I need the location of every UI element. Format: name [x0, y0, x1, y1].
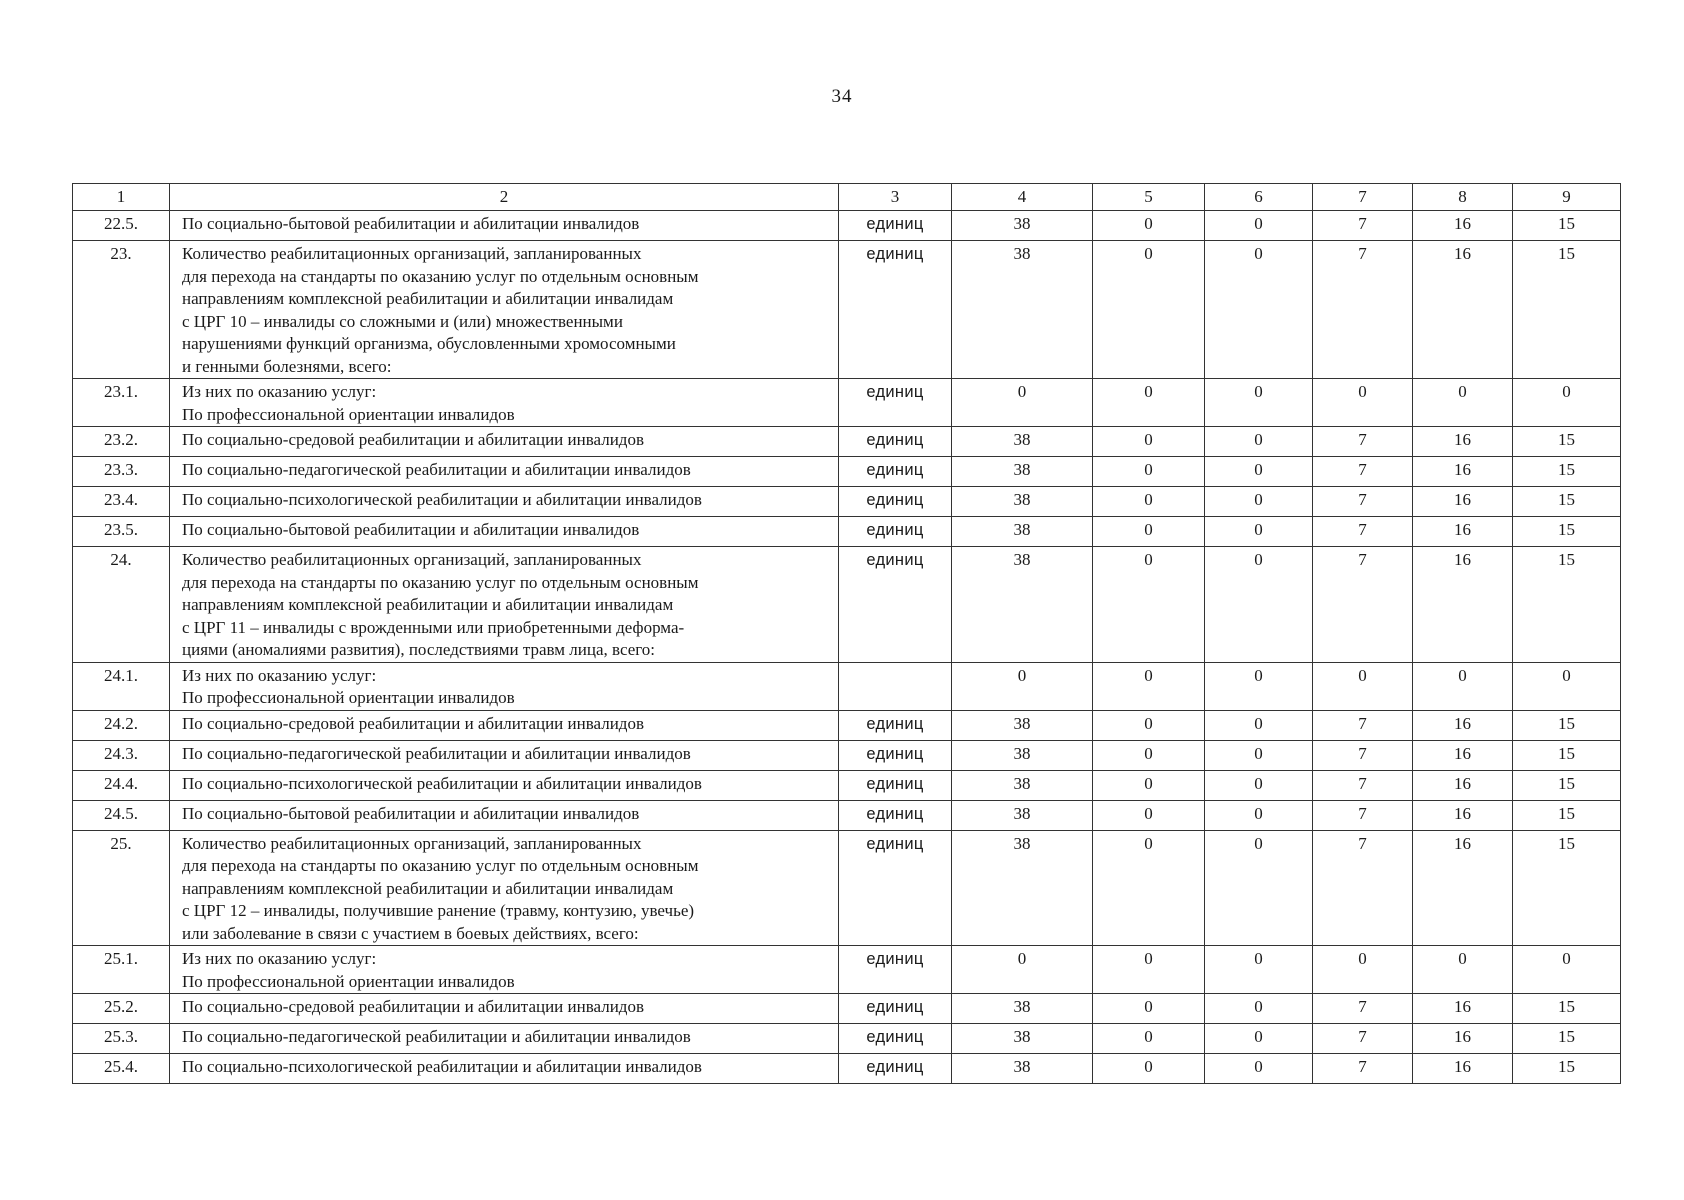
unit-cell: единиц: [839, 547, 952, 663]
indicator-name-cell: По социально-бытовой реабилитации и абилитации инвалидов: [170, 211, 839, 241]
value-cell-col-4: 38: [952, 770, 1093, 800]
unit-cell: единиц: [839, 710, 952, 740]
header-col-2: 2: [170, 184, 839, 211]
unit-cell: единиц: [839, 379, 952, 427]
table-row: [73, 800, 1621, 830]
indicator-name-cell: Количество реабилитационных организаций, запланированных для перехода на стандарты по оказанию услуг по отдельным основным направлениям комплексной реабилитации и абилитации инвалидам с ЦРГ 12 – инвалиды, получившие ранение (травму, контузию, увечье) или заболевание в связи с участием в боевых действиях, всего:: [170, 830, 839, 946]
value-cell-col-8: 16: [1413, 517, 1513, 547]
row-number-cell: 25.4.: [73, 1054, 170, 1084]
indicator-name-cell: По социально-бытовой реабилитации и абилитации инвалидов: [170, 800, 839, 830]
unit-cell: единиц: [839, 241, 952, 379]
table-header: [73, 184, 1621, 211]
value-cell-col-8: 16: [1413, 994, 1513, 1024]
value-cell-col-5: 0: [1093, 740, 1205, 770]
value-cell-col-6: 0: [1205, 427, 1313, 457]
value-cell-col-4: 38: [952, 211, 1093, 241]
value-cell-col-7: 7: [1313, 710, 1413, 740]
value-cell-col-6: 0: [1205, 487, 1313, 517]
indicator-name-cell: По социально-бытовой реабилитации и абилитации инвалидов: [170, 517, 839, 547]
header-col-4: 4: [952, 184, 1093, 211]
unit-cell: [839, 662, 952, 710]
unit-cell: единиц: [839, 1054, 952, 1084]
value-cell-col-7: 7: [1313, 830, 1413, 946]
value-cell-col-4: 38: [952, 517, 1093, 547]
value-cell-col-5: 0: [1093, 710, 1205, 740]
value-cell-col-7: 0: [1313, 662, 1413, 710]
value-cell-col-4: 38: [952, 740, 1093, 770]
header-col-8: 8: [1413, 184, 1513, 211]
value-cell-col-8: 16: [1413, 770, 1513, 800]
row-number-cell: 25.: [73, 830, 170, 946]
value-cell-col-5: 0: [1093, 662, 1205, 710]
value-cell-col-5: 0: [1093, 487, 1205, 517]
value-cell-col-4: 38: [952, 427, 1093, 457]
value-cell-col-4: 38: [952, 800, 1093, 830]
value-cell-col-9: 15: [1513, 830, 1621, 946]
unit-cell: единиц: [839, 1024, 952, 1054]
row-number-cell: 24.: [73, 547, 170, 663]
page-number: 34: [831, 86, 853, 107]
value-cell-col-5: 0: [1093, 946, 1205, 994]
value-cell-col-9: 15: [1513, 211, 1621, 241]
row-number-cell: 24.3.: [73, 740, 170, 770]
value-cell-col-4: 38: [952, 1024, 1093, 1054]
unit-cell: единиц: [839, 427, 952, 457]
value-cell-col-7: 7: [1313, 211, 1413, 241]
value-cell-col-8: 16: [1413, 211, 1513, 241]
value-cell-col-7: 7: [1313, 770, 1413, 800]
value-cell-col-8: 16: [1413, 710, 1513, 740]
value-cell-col-8: 16: [1413, 547, 1513, 663]
value-cell-col-8: 16: [1413, 457, 1513, 487]
value-cell-col-7: 0: [1313, 379, 1413, 427]
indicator-name-cell: Из них по оказанию услуг: По профессиональной ориентации инвалидов: [170, 379, 839, 427]
header-col-7: 7: [1313, 184, 1413, 211]
unit-cell: единиц: [839, 800, 952, 830]
table-row: [73, 487, 1621, 517]
value-cell-col-9: 15: [1513, 710, 1621, 740]
value-cell-col-8: 0: [1413, 379, 1513, 427]
value-cell-col-6: 0: [1205, 211, 1313, 241]
value-cell-col-6: 0: [1205, 379, 1313, 427]
value-cell-col-6: 0: [1205, 241, 1313, 379]
value-cell-col-8: 16: [1413, 427, 1513, 457]
value-cell-col-9: 15: [1513, 1054, 1621, 1084]
row-number-cell: 24.4.: [73, 770, 170, 800]
value-cell-col-7: 0: [1313, 946, 1413, 994]
header-col-9: 9: [1513, 184, 1621, 211]
header-col-1: 1: [73, 184, 170, 211]
report-table: [72, 183, 1621, 1084]
value-cell-col-5: 0: [1093, 1024, 1205, 1054]
row-number-cell: 23.: [73, 241, 170, 379]
value-cell-col-9: 15: [1513, 547, 1621, 663]
row-number-cell: 23.3.: [73, 457, 170, 487]
row-number-cell: 24.2.: [73, 710, 170, 740]
header-row: [73, 184, 1621, 211]
table-row: [73, 517, 1621, 547]
value-cell-col-4: 38: [952, 994, 1093, 1024]
value-cell-col-7: 7: [1313, 1054, 1413, 1084]
row-number-cell: 25.3.: [73, 1024, 170, 1054]
value-cell-col-9: 15: [1513, 770, 1621, 800]
value-cell-col-9: 15: [1513, 427, 1621, 457]
value-cell-col-9: 15: [1513, 241, 1621, 379]
table-row: [73, 770, 1621, 800]
value-cell-col-7: 7: [1313, 427, 1413, 457]
indicator-name-cell: Из них по оказанию услуг: По профессиональной ориентации инвалидов: [170, 946, 839, 994]
value-cell-col-4: 38: [952, 710, 1093, 740]
value-cell-col-9: 15: [1513, 1024, 1621, 1054]
table-row: [73, 547, 1621, 663]
table-row: [73, 662, 1621, 710]
value-cell-col-8: 0: [1413, 662, 1513, 710]
row-number-cell: 24.1.: [73, 662, 170, 710]
value-cell-col-9: 0: [1513, 946, 1621, 994]
indicator-name-cell: По социально-педагогической реабилитации и абилитации инвалидов: [170, 457, 839, 487]
value-cell-col-5: 0: [1093, 517, 1205, 547]
indicator-name-cell: По социально-средовой реабилитации и абилитации инвалидов: [170, 710, 839, 740]
value-cell-col-8: 16: [1413, 800, 1513, 830]
value-cell-col-5: 0: [1093, 241, 1205, 379]
table-row: [73, 946, 1621, 994]
value-cell-col-6: 0: [1205, 800, 1313, 830]
row-number-cell: 23.5.: [73, 517, 170, 547]
value-cell-col-9: 15: [1513, 457, 1621, 487]
value-cell-col-9: 15: [1513, 740, 1621, 770]
value-cell-col-4: 0: [952, 662, 1093, 710]
value-cell-col-5: 0: [1093, 1054, 1205, 1084]
table-row: [73, 427, 1621, 457]
value-cell-col-6: 0: [1205, 517, 1313, 547]
unit-cell: единиц: [839, 211, 952, 241]
header-col-3: 3: [839, 184, 952, 211]
row-number-cell: 23.1.: [73, 379, 170, 427]
indicator-name-cell: По социально-психологической реабилитации и абилитации инвалидов: [170, 770, 839, 800]
value-cell-col-9: 15: [1513, 487, 1621, 517]
unit-cell: единиц: [839, 994, 952, 1024]
indicator-name-cell: По социально-педагогической реабилитации и абилитации инвалидов: [170, 1024, 839, 1054]
table-row: [73, 1024, 1621, 1054]
value-cell-col-6: 0: [1205, 710, 1313, 740]
value-cell-col-4: 38: [952, 241, 1093, 379]
value-cell-col-7: 7: [1313, 487, 1413, 517]
unit-cell: единиц: [839, 457, 952, 487]
unit-cell: единиц: [839, 946, 952, 994]
indicator-name-cell: Количество реабилитационных организаций, запланированных для перехода на стандарты по оказанию услуг по отдельным основным направлениям комплексной реабилитации и абилитации инвалидам с ЦРГ 11 – инвалиды с врожденными или приобретенными деформа- циями (аномалиями развития), последствиями травм лица, всего:: [170, 547, 839, 663]
value-cell-col-6: 0: [1205, 1054, 1313, 1084]
value-cell-col-7: 7: [1313, 740, 1413, 770]
value-cell-col-7: 7: [1313, 547, 1413, 663]
value-cell-col-5: 0: [1093, 830, 1205, 946]
value-cell-col-8: 0: [1413, 946, 1513, 994]
indicator-name-cell: По социально-педагогической реабилитации и абилитации инвалидов: [170, 740, 839, 770]
table-row: [73, 830, 1621, 946]
value-cell-col-8: 16: [1413, 241, 1513, 379]
value-cell-col-4: 38: [952, 457, 1093, 487]
table-row: [73, 740, 1621, 770]
row-number-cell: 24.5.: [73, 800, 170, 830]
value-cell-col-5: 0: [1093, 457, 1205, 487]
unit-cell: единиц: [839, 740, 952, 770]
value-cell-col-6: 0: [1205, 740, 1313, 770]
value-cell-col-8: 16: [1413, 830, 1513, 946]
value-cell-col-6: 0: [1205, 946, 1313, 994]
value-cell-col-4: 0: [952, 379, 1093, 427]
indicator-name-cell: По социально-средовой реабилитации и абилитации инвалидов: [170, 427, 839, 457]
value-cell-col-9: 15: [1513, 994, 1621, 1024]
value-cell-col-4: 38: [952, 1054, 1093, 1084]
value-cell-col-9: 0: [1513, 379, 1621, 427]
table-row: [73, 211, 1621, 241]
value-cell-col-7: 7: [1313, 800, 1413, 830]
value-cell-col-6: 0: [1205, 770, 1313, 800]
value-cell-col-6: 0: [1205, 662, 1313, 710]
value-cell-col-4: 0: [952, 946, 1093, 994]
table-row: [73, 241, 1621, 379]
value-cell-col-8: 16: [1413, 1054, 1513, 1084]
header-col-5: 5: [1093, 184, 1205, 211]
value-cell-col-7: 7: [1313, 241, 1413, 379]
table-row: [73, 994, 1621, 1024]
value-cell-col-9: 15: [1513, 517, 1621, 547]
row-number-cell: 25.2.: [73, 994, 170, 1024]
value-cell-col-6: 0: [1205, 547, 1313, 663]
unit-cell: единиц: [839, 517, 952, 547]
value-cell-col-7: 7: [1313, 457, 1413, 487]
value-cell-col-6: 0: [1205, 1024, 1313, 1054]
value-cell-col-5: 0: [1093, 994, 1205, 1024]
value-cell-col-5: 0: [1093, 379, 1205, 427]
unit-cell: единиц: [839, 770, 952, 800]
unit-cell: единиц: [839, 487, 952, 517]
row-number-cell: 23.4.: [73, 487, 170, 517]
table-row: [73, 710, 1621, 740]
indicator-name-cell: Из них по оказанию услуг: По профессиональной ориентации инвалидов: [170, 662, 839, 710]
value-cell-col-8: 16: [1413, 487, 1513, 517]
value-cell-col-9: 0: [1513, 662, 1621, 710]
value-cell-col-6: 0: [1205, 830, 1313, 946]
value-cell-col-6: 0: [1205, 457, 1313, 487]
value-cell-col-7: 7: [1313, 994, 1413, 1024]
value-cell-col-7: 7: [1313, 517, 1413, 547]
indicator-name-cell: По социально-психологической реабилитации и абилитации инвалидов: [170, 487, 839, 517]
table-row: [73, 1054, 1621, 1084]
table-body: [73, 211, 1621, 1084]
value-cell-col-5: 0: [1093, 800, 1205, 830]
value-cell-col-9: 15: [1513, 800, 1621, 830]
unit-cell: единиц: [839, 830, 952, 946]
value-cell-col-5: 0: [1093, 547, 1205, 663]
value-cell-col-4: 38: [952, 830, 1093, 946]
indicator-name-cell: По социально-средовой реабилитации и абилитации инвалидов: [170, 994, 839, 1024]
row-number-cell: 22.5.: [73, 211, 170, 241]
indicator-name-cell: По социально-психологической реабилитации и абилитации инвалидов: [170, 1054, 839, 1084]
row-number-cell: 25.1.: [73, 946, 170, 994]
value-cell-col-5: 0: [1093, 211, 1205, 241]
row-number-cell: 23.2.: [73, 427, 170, 457]
value-cell-col-7: 7: [1313, 1024, 1413, 1054]
value-cell-col-8: 16: [1413, 740, 1513, 770]
table-row: [73, 379, 1621, 427]
indicator-name-cell: Количество реабилитационных организаций, запланированных для перехода на стандарты по оказанию услуг по отдельным основным направлениям комплексной реабилитации и абилитации инвалидам с ЦРГ 10 – инвалиды со сложными и (или) множественными нарушениями функций организма, обусловленными хромосомными и генными болезнями, всего:: [170, 241, 839, 379]
value-cell-col-4: 38: [952, 487, 1093, 517]
header-col-6: 6: [1205, 184, 1313, 211]
value-cell-col-6: 0: [1205, 994, 1313, 1024]
value-cell-col-4: 38: [952, 547, 1093, 663]
value-cell-col-5: 0: [1093, 427, 1205, 457]
value-cell-col-5: 0: [1093, 770, 1205, 800]
value-cell-col-8: 16: [1413, 1024, 1513, 1054]
table-row: [73, 457, 1621, 487]
